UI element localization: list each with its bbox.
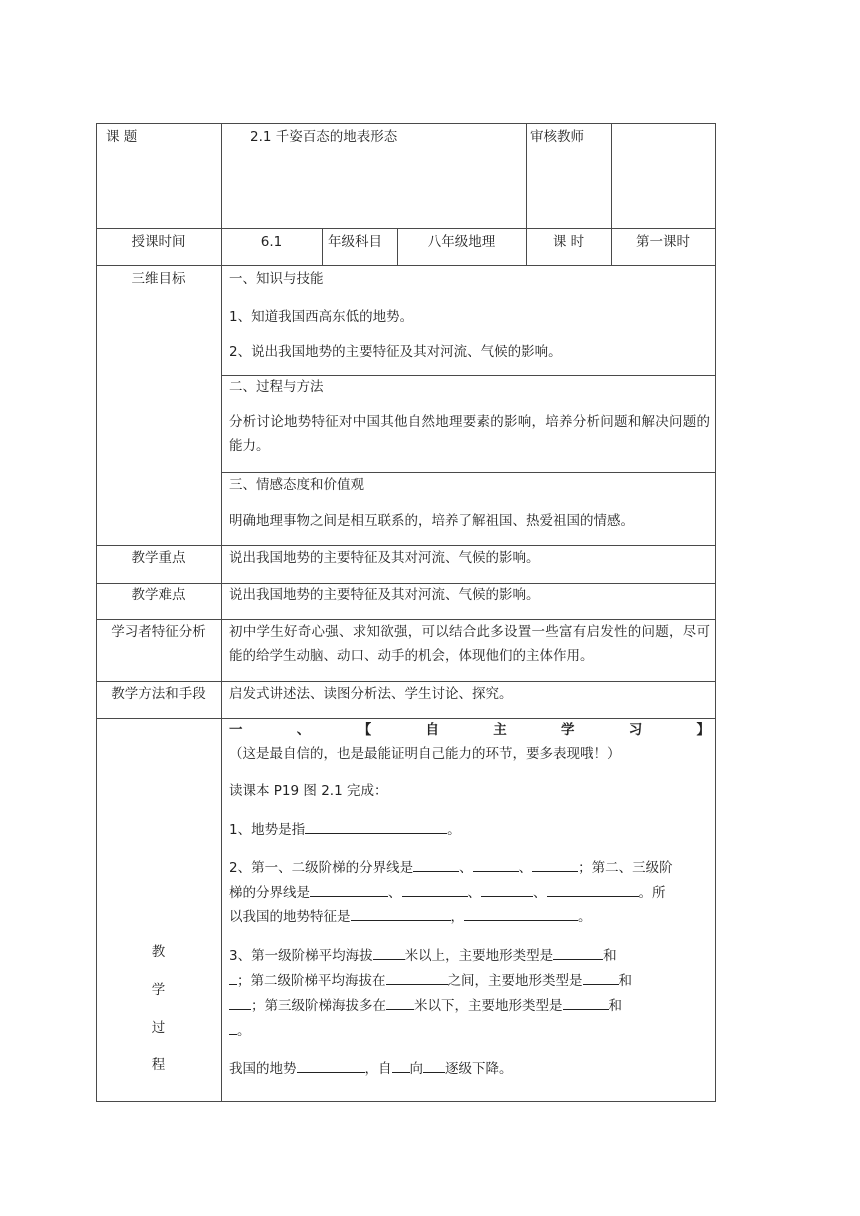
q3-text: ；第三级阶梯海拔多在 [251,998,386,1014]
label-learners: 学习者特征分析 [111,624,206,640]
table-rule [96,583,716,584]
q3-text: ；第二级阶梯平均海拔在 [237,973,386,989]
objective-item: 2、说出我国地势的主要特征及其对河流、气候的影响。 [229,344,562,360]
answer-blank[interactable] [423,1058,445,1073]
q3-text: 和 [608,998,622,1014]
label-objectives: 三维目标 [131,271,186,287]
process-label-char: 学 [151,982,166,998]
key-points-text: 说出我国地势的主要特征及其对河流、气候的影响。 [229,550,540,566]
summary-text: 向 [409,1061,423,1077]
question-3-line4 [229,1020,251,1041]
teach-time-value: 6.1 [260,234,283,250]
q3-end: 。 [237,1023,251,1039]
question-2-line2 [229,882,666,903]
q3-text: 之间，主要地形类型是 [447,973,583,989]
answer-blank[interactable] [464,906,578,921]
question-3-line1 [229,945,617,966]
answer-blank[interactable] [402,882,468,897]
q3-text: 和 [618,973,632,989]
answer-blank[interactable] [229,970,237,985]
self-study-intro [229,718,710,766]
answer-blank[interactable] [392,1058,410,1073]
q2-text: 以我国的地势特征是 [229,909,351,925]
answer-blank[interactable] [373,945,405,960]
answer-blank[interactable] [229,995,251,1010]
answer-blank[interactable] [351,906,451,921]
q1-end: 。 [447,822,461,838]
q2-sep: 、 [467,885,481,901]
answer-blank[interactable] [473,857,519,872]
q2-sep: 、 [518,860,533,876]
q2-text: 。所 [638,885,666,901]
answer-blank[interactable] [532,857,578,872]
q2-sep: ， [450,909,464,925]
table-rule [221,375,716,376]
difficulty-text: 说出我国地势的主要特征及其对河流、气候的影响。 [229,587,540,603]
label-reviewer: 审核教师 [530,129,584,145]
answer-blank[interactable] [583,970,619,985]
label-period: 课 时 [552,234,585,250]
question-2-line3 [229,906,592,927]
answer-blank[interactable] [305,819,447,834]
table-rule [96,681,716,682]
summary-text: ，自 [364,1061,392,1077]
methods-text: 启发式讲述法、读图分析法、学生讨论、探究。 [229,686,513,702]
answer-blank[interactable] [553,945,603,960]
q2-text: 梯的分界线是 [229,885,310,901]
label-grade-subject: 年级科目 [328,234,382,250]
answer-blank[interactable] [386,995,414,1010]
answer-blank[interactable] [413,857,459,872]
objective-text: 分析讨论地势特征对中国其他自然地理要素的影响，培养分析问题和解决问题的能力。 [229,414,710,454]
objective-heading-3: 三、情感态度和价值观 [229,477,364,493]
table-rule [322,228,323,266]
objective-item: 1、知道我国西高东低的地势。 [229,309,414,325]
period-value: 第一课时 [636,234,690,250]
answer-blank[interactable] [297,1058,365,1073]
process-label-char: 程 [151,1057,166,1073]
summary-end: 逐级下降。 [445,1061,513,1077]
learners-text: 初中学生好奇心强、求知欲强，可以结合此多设置一些富有启发性的问题，尽可能的给学生动脑、动口、动手的机会，体现他们的主体作用。 [229,624,710,664]
q1-text: 1、地势是指 [229,822,306,838]
reading-instruction: 读课本 P19 图 2.1 完成： [229,783,388,799]
question-2-line1 [229,857,673,878]
objective-heading-2: 二、过程与方法 [229,379,324,395]
label-key-points: 教学重点 [131,550,186,566]
answer-blank[interactable] [563,995,609,1010]
q3-text: 和 [603,948,617,964]
label-topic: 课 题 [106,129,138,145]
objective-heading-1: 一、知识与技能 [229,271,324,287]
table-rule [96,1101,716,1102]
answer-blank[interactable] [229,1020,237,1035]
q3-text: 米以上，主要地形类型是 [404,948,554,964]
question-3-line3 [229,995,622,1016]
answer-blank[interactable] [547,882,639,897]
table-rule [715,123,716,1102]
answer-blank[interactable] [481,882,533,897]
question-3-line2 [229,970,632,991]
answer-blank[interactable] [310,882,388,897]
lesson-title: 2.1 千姿百态的地表形态 [250,129,398,145]
q2-sep: 、 [388,885,402,901]
q2-sep: 、 [533,885,547,901]
label-methods: 教学方法和手段 [111,686,206,702]
q2-sep: 、 [459,860,473,876]
q3-text: 3、第一级阶梯平均海拔 [229,948,373,964]
process-label-char: 教 [151,944,166,960]
summary-text: 我国的地势 [229,1061,297,1077]
table-rule [221,472,716,473]
label-teach-time: 授课时间 [131,234,186,250]
q2-text: 2、第一、二级阶梯的分界线是 [229,860,414,876]
q3-text: 米以下，主要地形类型是 [414,998,563,1014]
question-1 [229,819,461,840]
q2-end: 。 [578,909,592,925]
table-rule [96,545,716,546]
terrain-summary [229,1058,513,1079]
process-label-char: 过 [151,1020,166,1036]
self-study-heading: 一、【自主学习】 [229,722,710,738]
label-difficulty: 教学难点 [131,587,186,603]
objective-text: 明确地理事物之间是相互联系的，培养了解祖国、热爱祖国的情感。 [229,513,634,529]
table-rule [96,228,716,229]
table-rule [221,123,222,1102]
answer-blank[interactable] [386,970,448,985]
grade-subject-value: 八年级地理 [427,234,496,250]
table-rule [96,265,716,266]
table-rule [96,123,716,124]
q2-text: ；第二、三级阶 [578,860,673,876]
self-study-note: （这是最自信的，也是最能证明自己能力的环节，要多表现哦！） [229,746,621,762]
